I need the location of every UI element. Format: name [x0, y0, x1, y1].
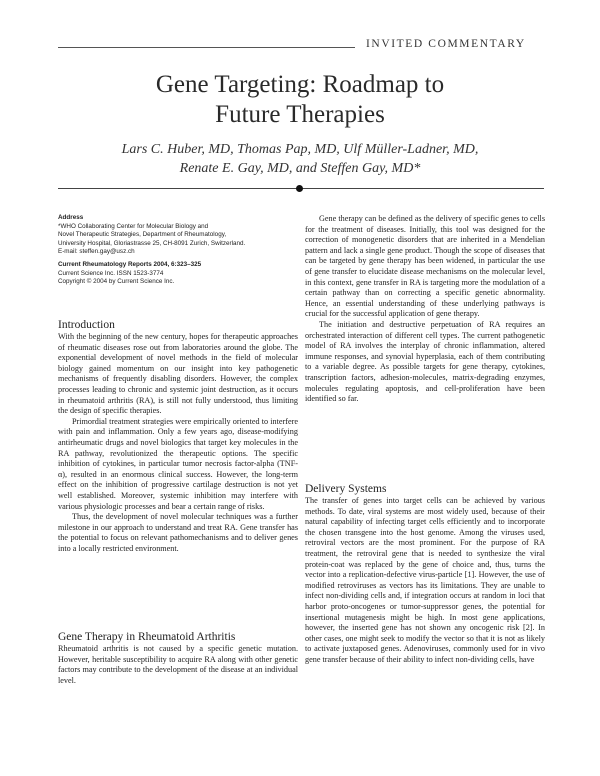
- section-label: INVITED COMMENTARY: [366, 38, 526, 50]
- gene-therapy-heading: Gene Therapy in Rheumatoid Arthritis: [58, 631, 236, 643]
- authors-line-2: Renate E. Gay, MD, and Steffen Gay, MD*: [179, 161, 421, 176]
- right-column-top: [305, 214, 545, 405]
- paragraph: Gene therapy can be defined as the delivery of specific genes to cells for the treatment of diseases. Initially, this tool was designed for the correction of monogenetic disorders that are inherited in a Mendelian pattern and lack a single gene product. Though the scope of diseases that can be targeted by gene therapy has been widened, in particular the use of gene transfer to elucidate disease mechanisms on the molecular level, in this context, gene transfer in RA is targeting more the modulation of a certain pathway than on correcting a specific genetic abnormality. Hence, an essential understanding of these underlying pathways is crucial for the successful application of gene therapy.: [305, 214, 545, 319]
- gene-therapy-section: [58, 630, 298, 686]
- author-list: [0, 140, 600, 178]
- paragraph: With the beginning of the new century, hopes for therapeutic approaches of rheumatic diseases rose out from laboratories around the globe. The exponential development of novel methods in the field of molecular biology gained momentum on our insight into key pathogenetic mechanisms of frequently disabling disorders. However, the complex processes leading to chronic and systemic joint destruction, as it occurs in rheumatoid arthritis (RA), is still not fully understood, thus limiting the design of specific therapies.: [58, 332, 298, 416]
- journal-citation: [58, 261, 298, 270]
- journal-name: Current Rheumatology Reports: [58, 260, 152, 268]
- title-line-1: Gene Targeting: Roadmap to: [155, 71, 445, 98]
- left-column: [58, 318, 298, 554]
- paragraph: Rheumatoid arthritis is not caused by a specific genetic mutation. However, heritable susceptibility to acquire RA along with other genetic factors may contribute to the development of the disease at an individual level.: [58, 644, 298, 685]
- article-title: [0, 70, 600, 130]
- address-line: University Hospital, Gloriastrasse 25, CH-8091 Zurich, Switzerland.: [58, 239, 246, 247]
- header-rule: [58, 47, 355, 48]
- paragraph: The transfer of genes into target cells can be achieved by various methods. To date, viral systems are most widely used, because of their natural capability of infecting target cells efficiently and to incorporate the chosen transgene into the host genome. Among the viruses used, retroviral vectors are the most prominent. For the purpose of RA treatment, the retroviral gene that is needed to synthesize the viral protein-coat was replaced by the gene of choice and, thus, turns the vector into a replication-defective virus-particle [1]. However, the use of modified retroviruses as vectors has its limitations. They are unable to infect non-dividing cells and, if integration occurs at random in loci that harbor proto-oncogenes or tumor-suppressor genes, the potential for insertional mutagenesis might be high. In most gene applications, however, the inserted gene has not shown any oncogenic risk [2]. In other cases, one might seek to modify the vector so that it is not as likely to activate juxtaposed genes. Adenoviruses, commonly used for in vivo gene transfer because of their ability to infect non-dividing cells, have: [305, 496, 545, 664]
- copyright-line: Copyright © 2004 by Current Science Inc.: [58, 278, 175, 286]
- divider-ornament: [296, 185, 303, 192]
- delivery-heading: Delivery Systems: [305, 483, 387, 495]
- delivery-section: [305, 482, 545, 666]
- article-metadata: [58, 214, 298, 287]
- address-line: *WHO Collaborating Center for Molecular Biology and: [58, 222, 209, 230]
- paragraph: The initiation and destructive perpetuation of RA requires an orchestrated interaction of different cell types. The current pathogenetic model of RA involves the interplay of chronic inflammation, altered immune responses, and synovial hyperplasia, each of them contributing to a variable degree. As possible targets for gene therapy, cytokines, transcription factors, adhesion-molecules, matrix-degrading enzymes, molecules regulating apoptosis, and cell-proliferation have been identified so far.: [305, 319, 545, 404]
- paragraph: Thus, the development of novel molecular techniques was a further milestone in our approach to understand and treat RA. Gene transfer has the potential to focus on relevant pathomechanisms and to deliver genes into a locally restricted environment.: [58, 512, 298, 553]
- title-line-2: Future Therapies: [215, 101, 385, 128]
- paragraph: Primordial treatment strategies were empirically oriented to interfere with pain and inflammation. Only a few years ago, disease-modifying antirheumatic drugs and novel biologics that target key molecules in the RA pathway, revolutionized the therapeutic options. The specific inhibition of cytokines, in particular tumor necrosis factor-alpha (TNF-α), resulted in an enormous clinical success. However, the long-term effect on the inhibition of progressive cartilage destruction is not yet well established. Moreover, systemic inhibition may interfere with various physiologic processes and bear a certain range of risks.: [58, 416, 298, 511]
- email-line: E-mail: steffen.gay@usz.ch: [58, 248, 135, 256]
- journal-volume: 2004, 6:323–325: [151, 260, 202, 268]
- address-label: Address: [58, 214, 84, 221]
- introduction-heading: Introduction: [58, 319, 115, 331]
- publisher-line: Current Science Inc. ISSN 1523-3774: [58, 269, 164, 277]
- address-line: Novel Therapeutic Strategies, Department of Rheumatology,: [58, 231, 227, 239]
- authors-line-1: Lars C. Huber, MD, Thomas Pap, MD, Ulf Müller-Ladner, MD,: [121, 142, 479, 157]
